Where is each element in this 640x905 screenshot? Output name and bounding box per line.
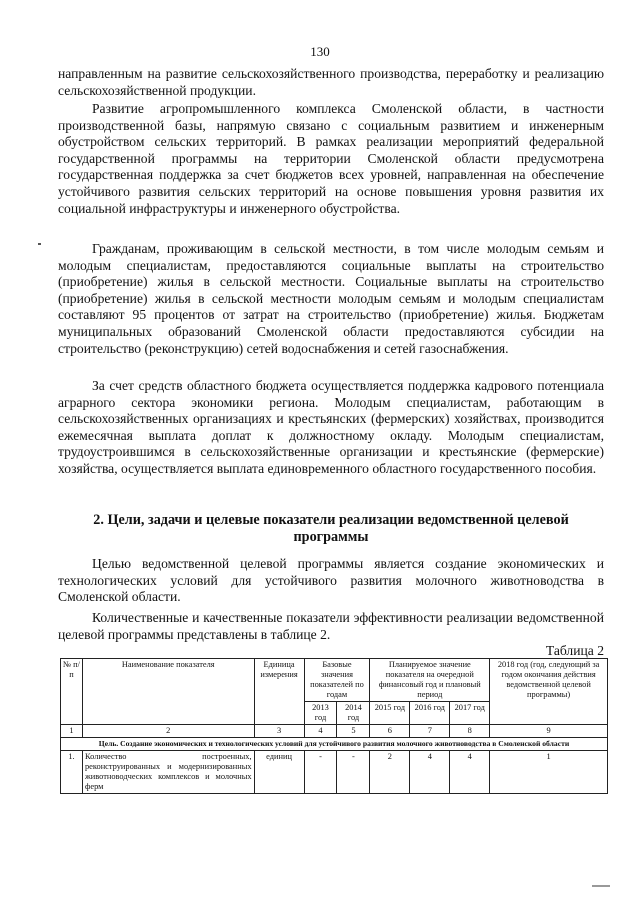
- col-num-9: 9: [490, 725, 608, 738]
- page-number: 130: [310, 44, 330, 59]
- header-2016: 2016 год: [410, 702, 450, 725]
- row-2013: -: [304, 751, 337, 794]
- col-num-3: 3: [254, 725, 304, 738]
- paragraph-4: За счет средств областного бюджета осуществляется поддержка кадрового потенциала аграрного сектора экономики региона. Молодым специалистам, работающим в сельскохозяйственных организациях и крестьянских (фермерских) хозяйствах, производится ежемесячная выплата доплат к должностному окладу. Молодым специалистам, трудоустроившимся в сельскохозяйственные организации и крестьянские (фермерские) хозяйства, осуществляется выплата единовременного областного государственного пособия.: [58, 378, 604, 476]
- goal-row: Цель. Создание экономических и технологических условий для устойчивого развития молочного животноводства в Смоленской области: [61, 738, 608, 751]
- header-final: 2018 год (год, следующий за годом окончания действия ведомственной целевой программы): [490, 659, 608, 725]
- header-2015: 2015 год: [370, 702, 410, 725]
- paragraph-2: Развитие агропромышленного комплекса Смоленской области, в частности производственной базы, напрямую связано с социальным развитием и инженерным обустройством сельских территорий. В рамках реализации мероприятий федеральной государственной программы на территории Смоленской области предусмотрена государственная поддержка за счет бюджетов всех уровней, направленная на обеспечение устойчивого развития сельских территорий на основе повышения уровня развития их социальной инфраструктуры и инженерного обустройства.: [58, 101, 604, 216]
- row-2016: 4: [410, 751, 450, 794]
- col-num-6: 6: [370, 725, 410, 738]
- header-num: № п/п: [61, 659, 83, 725]
- row-2014: -: [337, 751, 370, 794]
- table-caption: Таблица 2: [545, 643, 604, 658]
- col-num-4: 4: [304, 725, 337, 738]
- header-base: Базовые значения показателей по годам: [304, 659, 370, 702]
- col-num-7: 7: [410, 725, 450, 738]
- row-num: 1.: [61, 751, 83, 794]
- table-row: [61, 751, 608, 794]
- header-2017: 2017 год: [450, 702, 490, 725]
- col-num-8: 8: [450, 725, 490, 738]
- column-number-row: [61, 725, 608, 738]
- scan-mark-bottom: [592, 885, 610, 887]
- paragraph-3: Гражданам, проживающим в сельской местности, в том числе молодым семьям и молодым специалистам, предоставляются социальные выплаты на строительство (приобретение) жилья в сельской местности. Социальные выплаты на строительство (приобретение) жилья в сельской местности молодым семьям и молодым специалистам составляют 95 процентов от затрат на строительство (приобретение) жилья. Бюджетам муниципальных образований Смоленской области предоставляются субсидии на строительство (реконструкцию) сетей водоснабжения и сетей газоснабжения.: [58, 241, 604, 356]
- row-unit: единиц: [254, 751, 304, 794]
- col-num-5: 5: [337, 725, 370, 738]
- header-name: Наименование показателя: [82, 659, 254, 725]
- row-2017: 4: [450, 751, 490, 794]
- row-2018: 1: [490, 751, 608, 794]
- header-planned: Планируемое значение показателя на очередной финансовый год и плановый период: [370, 659, 490, 702]
- header-unit: Единица измерения: [254, 659, 304, 725]
- header-2014: 2014 год: [337, 702, 370, 725]
- indicators-table: [60, 658, 608, 794]
- col-num-2: 2: [82, 725, 254, 738]
- section-heading: 2. Цели, задачи и целевые показатели реализации ведомственной целевой программы: [93, 512, 569, 545]
- row-2015: 2: [370, 751, 410, 794]
- header-2013: 2013 год: [304, 702, 337, 725]
- row-name: Количество построенных, реконструированных и модернизированных животноводческих комплексов и молочных ферм: [82, 751, 254, 794]
- paragraph-5: Целью ведомственной целевой программы является создание экономических и технологических условий для устойчивого развития молочного животноводства в Смоленской области.: [58, 556, 604, 605]
- paragraph-6: Количественные и качественные показатели эффективности реализации ведомственной целевой программы представлены в таблице 2.: [58, 610, 604, 642]
- scan-mark: [38, 243, 41, 245]
- paragraph-1: направленным на развитие сельскохозяйственного производства, переработку и реализацию сельскохозяйственной продукции.: [58, 66, 604, 98]
- col-num-1: 1: [61, 725, 83, 738]
